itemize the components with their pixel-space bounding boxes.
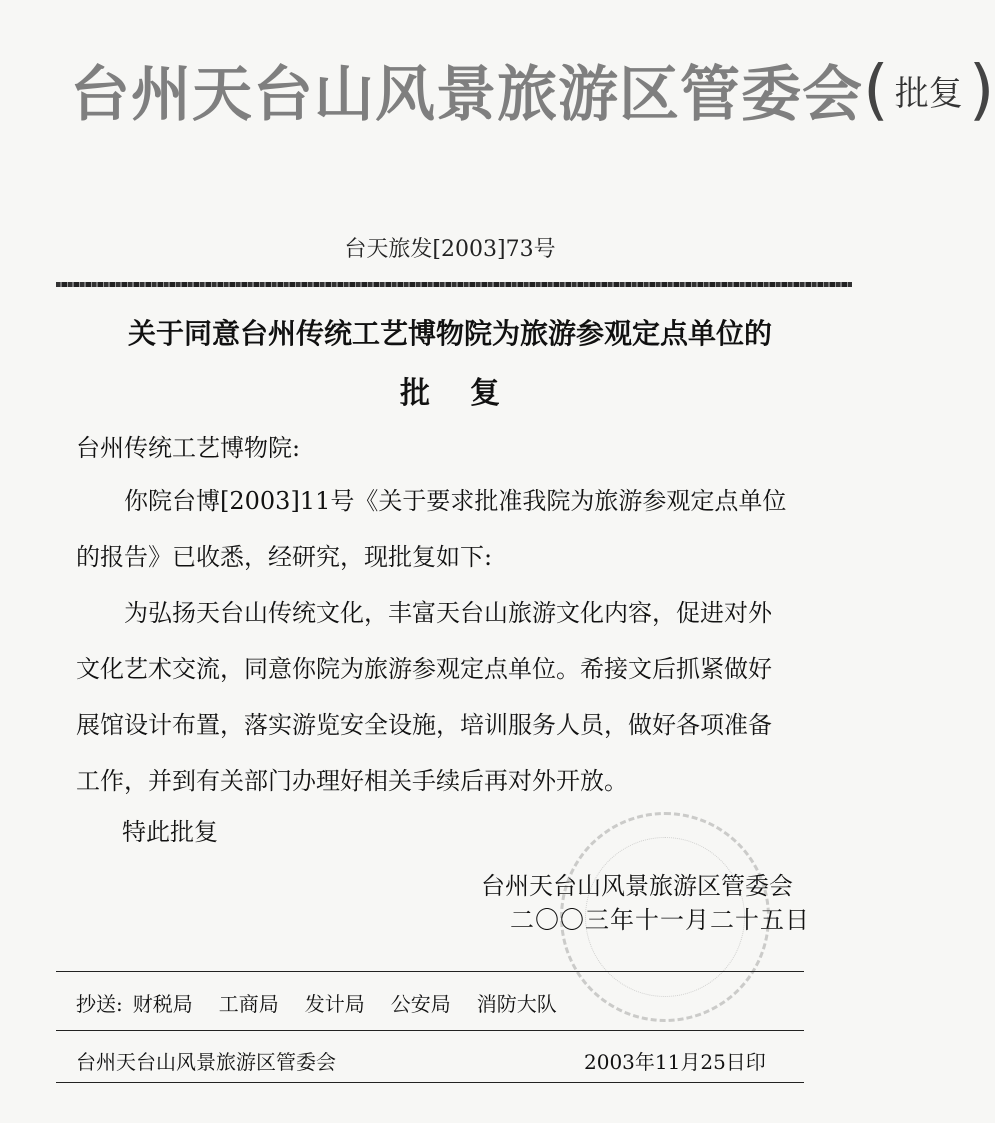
body-line: 为弘扬天台山传统文化，丰富天台山旅游文化内容，促进对外 [76,599,772,627]
cc-recipient: 财税局 [132,992,193,1016]
cc-label: 抄送: [76,992,123,1016]
footer-rule-bottom [56,1082,804,1083]
cc-recipient: 发计局 [304,992,365,1016]
body-line: 文化艺术交流，同意你院为旅游参观定点单位。希接文后抓紧做好 [76,655,772,683]
closing-phrase: 特此批复 [122,818,218,846]
document-title-line1: 关于同意台州传统工艺博物院为旅游参观定点单位的 [127,317,772,350]
addressee: 台州传统工艺博物院: [76,434,301,462]
footer-rule-middle [56,1030,804,1031]
letterhead-label: 批复 [894,73,963,114]
cc-recipient: 消防大队 [476,992,557,1016]
cc-recipient: 工商局 [218,992,279,1016]
body-paragraph-1 [76,473,816,585]
body-line: 你院台博[2003]11号《关于要求批准我院为旅游参观定点单位 [76,487,787,515]
letterhead-paren-close: ) [968,51,995,128]
body-line: 展馆设计布置，落实游览安全设施，培训服务人员，做好各项准备 [76,711,772,739]
letterhead [70,40,995,140]
footer-print-date: 2003年11月25日印 [584,1050,766,1074]
letterhead-paren-open: ( [863,51,889,128]
body-line: 工作，并到有关部门办理好相关手续后再对外开放。 [76,767,628,795]
footer-issuer: 台州天台山风景旅游区管委会 [76,1050,336,1074]
document-number: 台天旅发[2003]73号 [344,237,556,262]
footer-rule-top [56,971,804,972]
body-line: 的报告》已收悉，经研究，现批复如下: [76,543,493,571]
document-title-line2: 批复 [400,376,540,411]
letterhead-org: 台州天台山风景旅游区管委会 [70,60,863,130]
body-paragraph-2 [76,585,816,809]
cc-recipient: 公安局 [390,992,451,1016]
letterhead-divider [56,282,852,287]
cc-list [76,988,583,1017]
signature-date: 二〇〇三年十一月二十五日 [510,906,810,934]
document-number-row [0,232,900,263]
signature-org: 台州天台山风景旅游区管委会 [481,872,793,900]
